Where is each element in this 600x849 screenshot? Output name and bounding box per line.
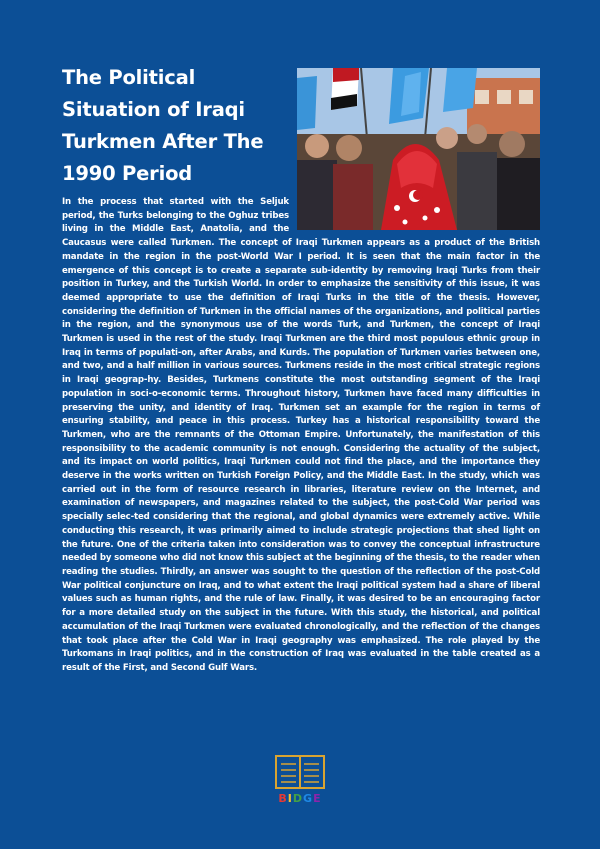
logo-text: BIDGE — [278, 792, 322, 805]
document-page — [62, 62, 540, 676]
bidge-logo — [272, 752, 328, 808]
protest-photo — [297, 68, 540, 230]
protest-photo-image — [297, 68, 540, 230]
open-book-icon — [272, 752, 328, 792]
document-title: The Political Situation of Iraqi Turkmen After The 1990 Period — [62, 66, 264, 185]
document-body: In the process that started with the Seljuk period, the Turks belonging to the Oghuz tribes living in the Middle East, Anatolia, and the Caucasus were called Turkmen. The concept of Iraqi Turkmen appears as a product of the British mandate in the region in the post-World War I period. It is seen that the main factor in the emergence of this concept is to create a separate sub-identity by removing Iraqi Turks from their position in Turkey, and the Turkish World. In order to emphasize the sensitivity of this issue, it was deemed appropriate to use the definition of Iraqi Turks in the title of the thesis. However, considering the definition of Turkmen in the official names of the organizations, and political parties in the region, and the synonymous use of the words Turk, and Turkmen, the concept of Iraqi Turkmen is used in the rest of the study. Iraqi Turkmen are the third most populous ethnic group in Iraq in terms of populati-on, after Arabs, and Kurds. The population of Turkmen varies between one, and two, and a half million in various sources. Turkmens reside in the most critical strategic regions in Iraqi geograp-hy. Besides, Turkmens constitute the most outstanding segment of the Iraqi population in soci-o-economic terms. Throughout history, Turkmen have faced many difficulties in preserving the unity, and identity of Iraq. Turkmen set an example for the region in terms of ensuring stability, and peace in this process. Turkey has a historical responsibility toward the Turkmen, who are the remnants of the Ottoman Empire. Unfortunately, the manifestation of this responsibility to the academic community is not enough. Considering the actuality of the subject, and its impact on world politics, Iraqi Turkmen could not find the place, and the importance they deserve in the works written on Turkish Foreign Policy, and the Middle East. In the study, which was carried out in the form of resource research in libraries, literature review on the Internet, and examination of newspapers, and magazines related to the subject, the post-Cold War period was specially selec-ted considering that the regional, and global dynamics were extremely active. While conducting this research, it was primarily aimed to include strategic projections that shed light on the future. One of the criteria taken into consideration was to convey the conceptual infrastructure needed by someone who did not know this subject at the beginning of the thesis, to the reader when reading the studies. Thirdly, an answer was sought to the question of the reflection of the post-Cold War political conjuncture on Iraq, and to what extent the Iraqi political system had a share of liberal values such as human rights, and the rule of law. Finally, it was desired to be an encouraging factor for a more detailed study on the subject in the future. With this study, the historical, and political accumulation of the Iraqi Turkmen were evaluated chronologically, and the reflection of the changes that took place after the Cold War in Iraqi geography was emphasized. The role played by the Turkomans in Iraqi politics, and in the construction of Iraq was evaluated in the table created as a result of the First, and Second Gulf Wars. — [62, 197, 540, 673]
